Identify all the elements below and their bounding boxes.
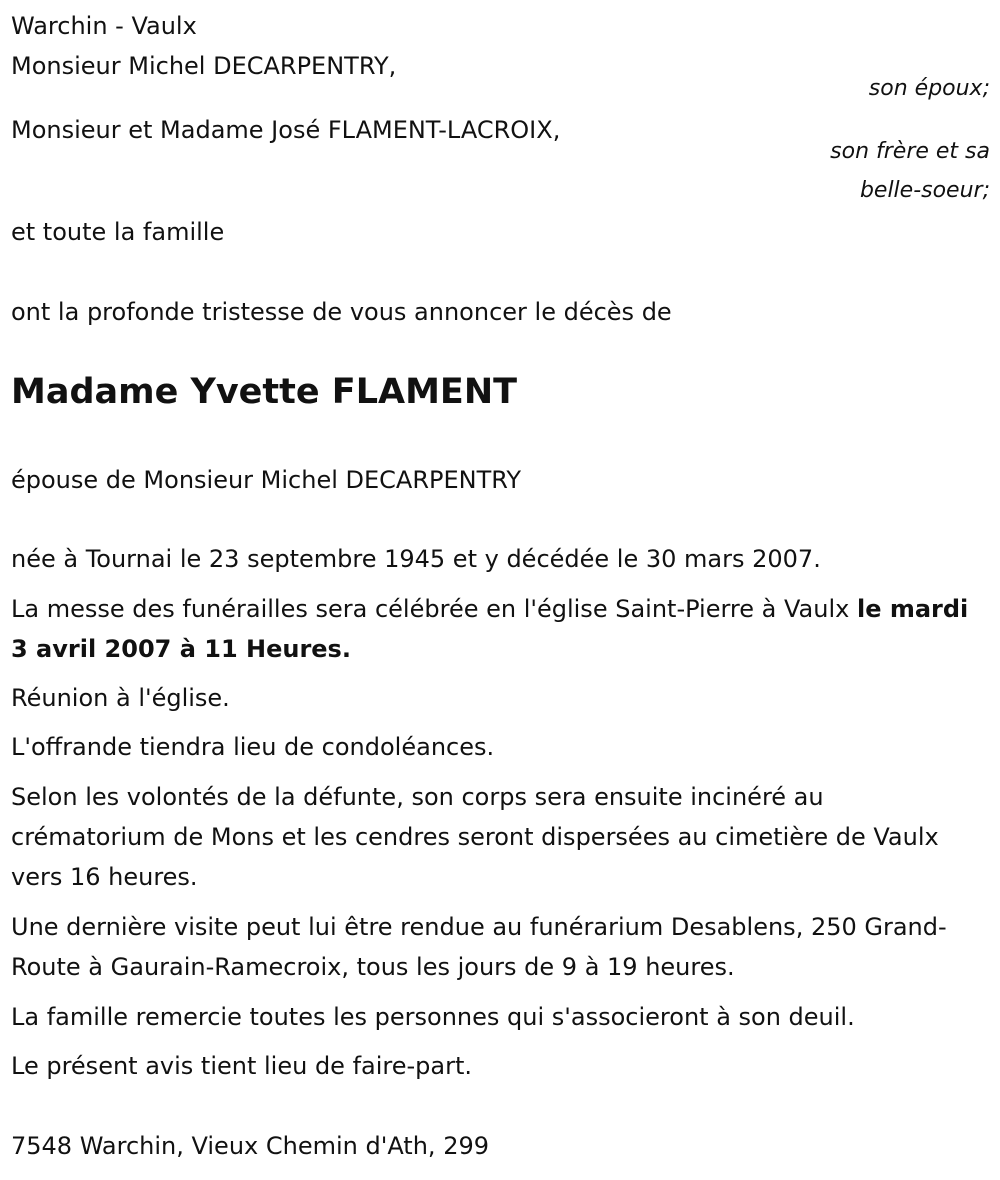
notice-line: Le présent avis tient lieu de faire-part. [11, 1052, 473, 1080]
relative-relation-2a: son frère et sa [830, 139, 990, 164]
visit-paragraph: Une dernière visite peut lui être rendue au funérarium Desablens, 250 Grand-Route à Gaurain-Ramecroix, tous les jours de 9 à 19 heures. [11, 913, 947, 981]
family-line: et toute la famille [11, 218, 225, 246]
funeral-paragraph [11, 589, 981, 669]
funeral-date: le mardi 3 avril 2007 à 11 Heures. [11, 595, 969, 663]
funeral-text: La messe des funérailles sera célébrée en l'église Saint-Pierre à Vaulx [11, 595, 857, 623]
deceased-name: Madame Yvette FLAMENT [11, 372, 517, 412]
relative-name-2: Monsieur et Madame José FLAMENT-LACROIX, [11, 116, 561, 144]
relative-name-1: Monsieur Michel DECARPENTRY, [11, 52, 397, 80]
place-heading: Warchin - Vaulx [11, 12, 197, 40]
announcement-line: ont la profonde tristesse de vous annoncer le décès de [11, 298, 672, 326]
address-line: 7548 Warchin, Vieux Chemin d'Ath, 299 [11, 1132, 489, 1160]
cremation-paragraph: Selon les volontés de la défunte, son corps sera ensuite incinéré au crématorium de Mons et les cendres seront dispersées au cimetière de Vaulx vers 16 heures. [11, 783, 939, 891]
birth-death-line: née à Tournai le 23 septembre 1945 et y décédée le 30 mars 2007. [11, 545, 821, 573]
relative-relation-2b: belle-soeur; [859, 178, 990, 203]
thanks-line: La famille remercie toutes les personnes qui s'associeront à son deuil. [11, 1003, 855, 1031]
offering-line: L'offrande tiendra lieu de condoléances. [11, 733, 495, 761]
relative-relation-1: son époux; [868, 76, 990, 101]
spouse-line: épouse de Monsieur Michel DECARPENTRY [11, 466, 522, 494]
meeting-line: Réunion à l'église. [11, 684, 230, 712]
